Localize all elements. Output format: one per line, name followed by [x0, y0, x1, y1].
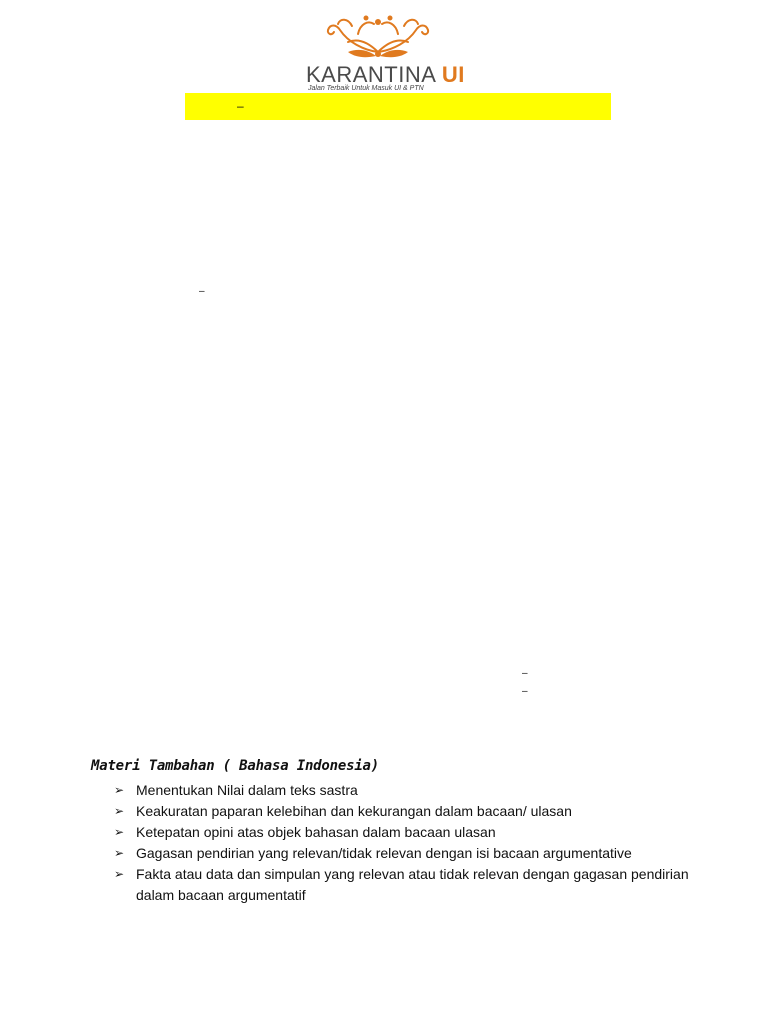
- list-item-text: Fakta atau data dan simpulan yang relevan atau tidak relevan dengan gagasan pendirian dalam bacaan argumentatif: [136, 866, 689, 903]
- dash-mark: –: [237, 99, 244, 113]
- dash-mark: –: [522, 686, 528, 697]
- logo-title-main: KARANTINA: [306, 62, 436, 87]
- karantina-ui-logo: [296, 6, 466, 92]
- logo-title-accent: UI: [441, 62, 465, 87]
- list-item: [114, 801, 714, 822]
- arrowhead-bullet-icon: ➢: [114, 804, 125, 818]
- list-item: [114, 843, 714, 864]
- arrowhead-bullet-icon: ➢: [114, 846, 125, 860]
- arrowhead-bullet-icon: ➢: [114, 783, 125, 797]
- logo-tagline: Jalan Terbaik Untuk Masuk UI & PTN: [308, 85, 424, 92]
- dash-mark: –: [522, 668, 528, 679]
- dash-mark: –: [199, 286, 205, 297]
- list-item-text: Ketepatan opini atas objek bahasan dalam bacaan ulasan: [136, 824, 496, 840]
- section-heading: Materi Tambahan ( Bahasa Indonesia): [91, 758, 380, 774]
- list-item: [114, 864, 714, 906]
- list-item: [114, 822, 714, 843]
- arrowhead-bullet-icon: ➢: [114, 867, 125, 881]
- list-item: [114, 780, 714, 801]
- list-item-text: Menentukan Nilai dalam teks sastra: [136, 782, 358, 798]
- highlight-bar: [185, 93, 611, 120]
- arrowhead-bullet-icon: ➢: [114, 825, 125, 839]
- topic-list: [114, 780, 714, 906]
- ornament-flourish-icon: [318, 12, 438, 62]
- list-item-text: Keakuratan paparan kelebihan dan kekurangan dalam bacaan/ ulasan: [136, 803, 572, 819]
- list-item-text: Gagasan pendirian yang relevan/tidak relevan dengan isi bacaan argumentative: [136, 845, 632, 861]
